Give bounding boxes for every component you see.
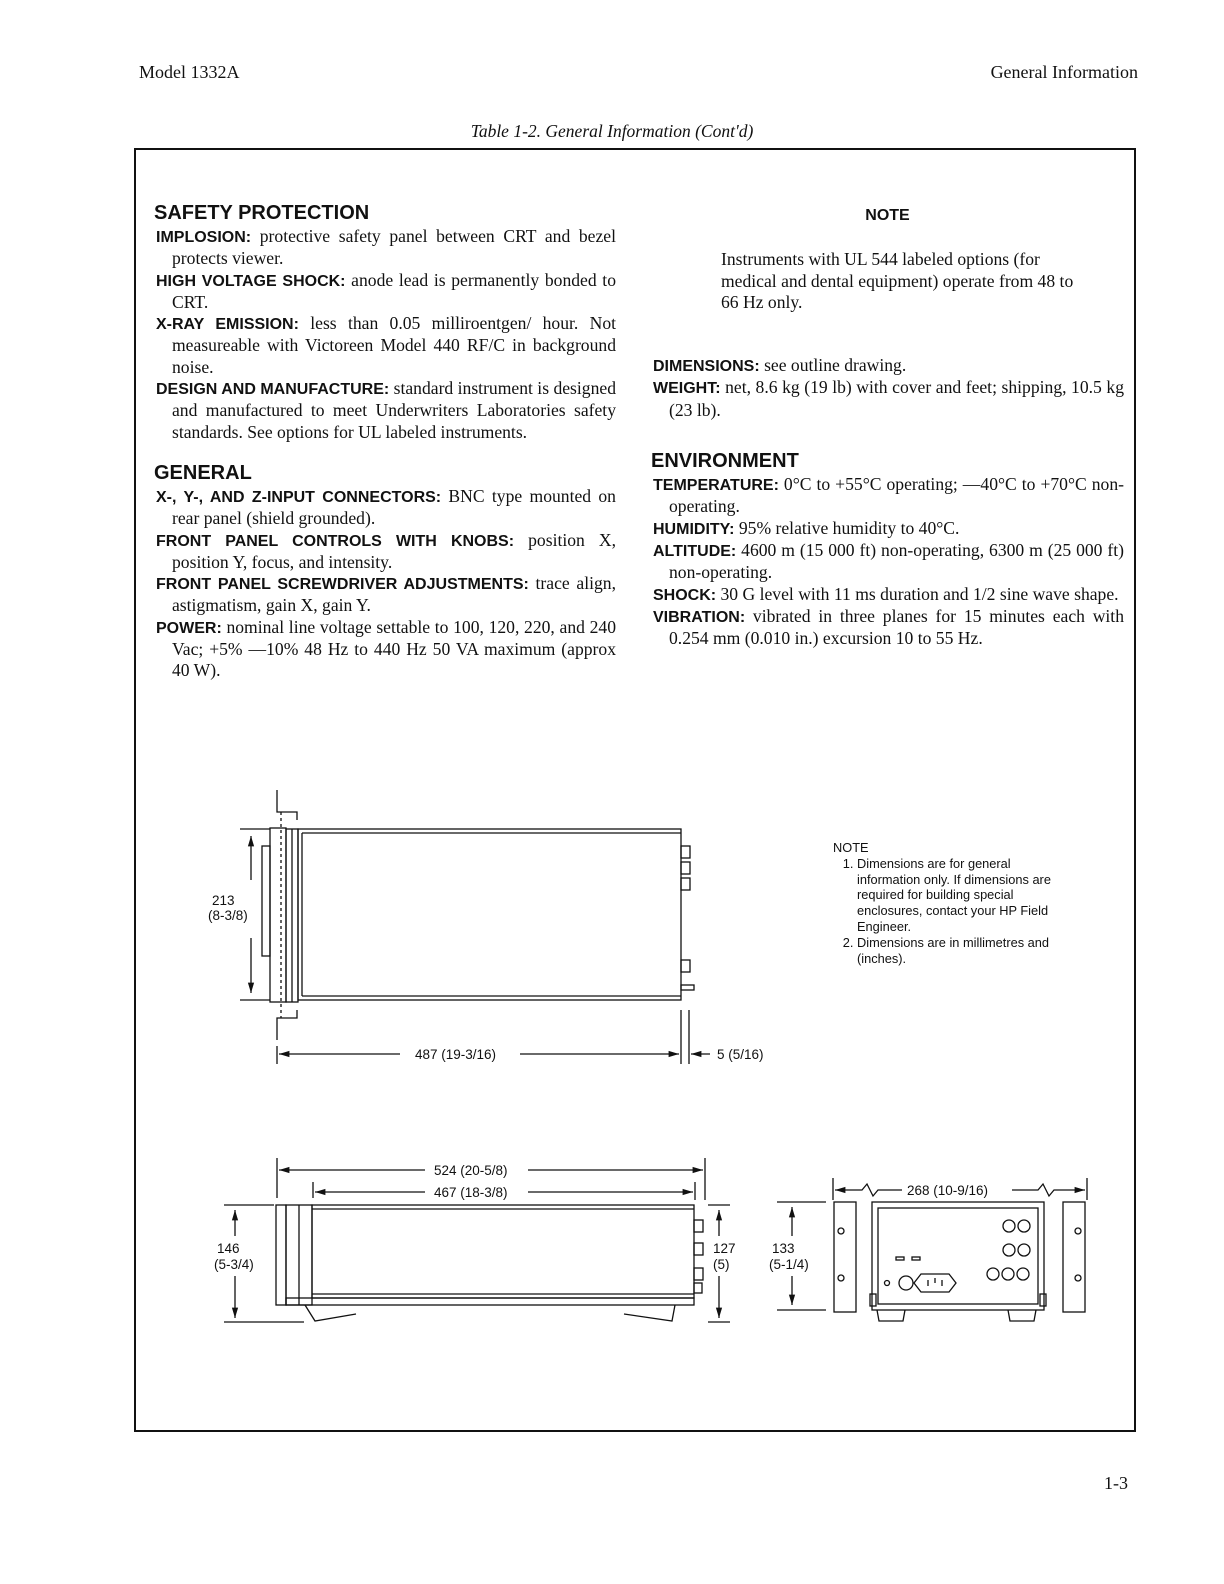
spec-label: X-RAY EMISSION: [156, 316, 299, 334]
spec-label: POWER: [156, 619, 222, 637]
rear-view-drawing [777, 1178, 1087, 1321]
spec-text: less than 0.05 milliroentgen/ hour. Not measureable with Victoreen Model 440 RF/C in background noise. [172, 313, 617, 377]
spec-text: anode lead is permanently bonded to CRT. [172, 269, 616, 312]
spec-label: IMPLOSION: [156, 229, 252, 246]
page-number: 1-3 [1104, 1473, 1128, 1493]
dim-label-213: 213 [212, 893, 235, 908]
dim-label-133: 133 [772, 1241, 795, 1256]
spec-text: position X, position Y, focus, and intensity. [172, 529, 616, 572]
spec-label: X-, Y-, AND Z-INPUT CONNECTORS: [156, 488, 442, 506]
spec-label: FRONT PANEL CONTROLS WITH KNOBS: [156, 532, 515, 550]
spec-label: DIMENSIONS: [653, 358, 760, 376]
drawing-note-title: NOTE [833, 840, 869, 855]
header-section: General Information [990, 62, 1138, 82]
spec-label: DESIGN AND MANUFACTURE: [156, 381, 390, 399]
spec-text: 0°C to +55°C operating; —40°C to +70°C non-operating. [669, 474, 1124, 517]
note-title: NOTE [865, 207, 910, 224]
dim-label-213-in: (8-3/8) [208, 908, 248, 923]
spec-label: TEMPERATURE: [653, 477, 779, 495]
spec-text: standard instrument is designed and manufactured to meet Underwriters Laboratories safety standards. See options for UL labeled instruments. [172, 378, 616, 442]
drawing-note-item: 1. Dimensions are for general information only. If dimensions are required for building special enclosures, contact your HP Field Engineer. [857, 856, 1073, 935]
spec-text: trace align, astigmatism, gain X, gain Y. [172, 573, 616, 616]
side-view-drawing [240, 790, 710, 1064]
spec-text: 30 G level with 11 ms duration and 1/2 sine wave shape. [716, 583, 1119, 604]
dim-label-127: 127 [713, 1241, 736, 1256]
spec-label: ALTITUDE: [653, 542, 737, 560]
spec-text: see outline drawing. [759, 355, 907, 376]
drawing-note [833, 840, 1073, 966]
spec-text: net, 8.6 kg (19 lb) with cover and feet; shipping, 10.5 kg (23 lb). [669, 377, 1124, 420]
spec-label: VIBRATION: [653, 608, 746, 626]
drawing-note-item: 2. Dimensions are in millimetres and (inches). [857, 935, 1073, 967]
dim-label-133-in: (5-1/4) [769, 1257, 809, 1272]
spec-text: 4600 m (15 000 ft) non-operating, 6300 m (25 000 ft) non-operating. [669, 539, 1124, 583]
spec-text: protective safety panel between CRT and bezel protects viewer. [172, 226, 616, 269]
header-model: Model 1332A [139, 62, 240, 82]
dim-label-467: 467 (18-3/8) [434, 1185, 508, 1200]
table-caption: Table 1-2. General Information (Cont'd) [470, 121, 754, 141]
spec-text: BNC type mounted on rear panel (shield grounded). [172, 485, 616, 529]
spec-label: WEIGHT: [653, 380, 721, 398]
spec-label: HIGH VOLTAGE SHOCK: [156, 272, 346, 290]
general-title: GENERAL [154, 461, 252, 484]
dim-label-5: 5 (5/16) [717, 1047, 764, 1062]
safety-title: SAFETY PROTECTION [154, 202, 370, 224]
dim-label-487: 487 (19-3/16) [415, 1047, 497, 1062]
dim-label-524: 524 (20-5/8) [434, 1163, 508, 1178]
environment-title: ENVIRONMENT [651, 450, 799, 473]
spec-label: FRONT PANEL SCREWDRIVER ADJUSTMENTS: [156, 576, 529, 594]
spec-text: 95% relative humidity to 40°C. [734, 517, 960, 538]
dim-label-146-in: (5-3/4) [214, 1257, 254, 1272]
dim-label-127-in: (5) [713, 1257, 730, 1272]
note-body: Instruments with UL 544 labeled options (for medical and dental equipment) operate from 48 to 66 Hz only. [721, 249, 1074, 312]
dim-label-146: 146 [217, 1241, 240, 1256]
spec-text: nominal line voltage settable to 100, 120, 220, and 240 Vac; +5% —10% 48 Hz to 440 Hz 50 VA maximum (approx 40 W). [172, 616, 616, 681]
spec-text: vibrated in three planes for 15 minutes each with 0.254 mm (0.010 in.) excursion 10 to 55 Hz. [669, 605, 1124, 649]
spec-label: SHOCK: [653, 586, 717, 604]
dim-label-268: 268 (10-9/16) [907, 1183, 989, 1198]
spec-label: HUMIDITY: [653, 520, 735, 538]
top-view-drawing [224, 1158, 730, 1322]
